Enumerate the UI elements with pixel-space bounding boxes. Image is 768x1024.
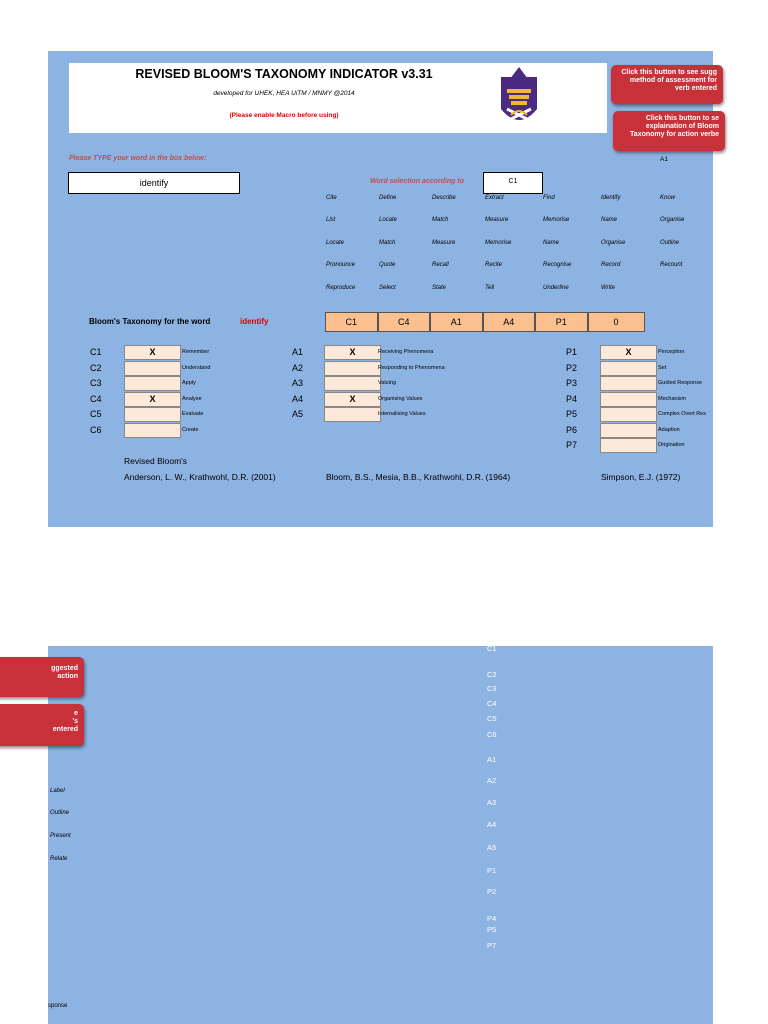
taxonomy-word: Identify <box>240 317 269 326</box>
uitm-logo-icon <box>497 63 541 133</box>
lower-explain-line-1: e <box>74 710 78 717</box>
psychomotor-code: P3 <box>566 378 578 388</box>
lower-code-label: C5 <box>487 714 497 723</box>
explain-line-2: explaination of Bloom <box>645 123 719 130</box>
word-option: Record <box>601 262 621 268</box>
word-selection-value[interactable]: C1 <box>483 172 543 194</box>
cognitive-code: C6 <box>90 424 102 435</box>
word-option: Measure <box>432 240 456 246</box>
lower-code-label: C4 <box>487 699 497 708</box>
word-option: Select <box>379 285 396 291</box>
lower-explain-line-3: entered <box>52 726 78 733</box>
lower-word: Label <box>50 788 65 794</box>
word-option: State <box>432 285 447 291</box>
affective-level-name: Organising Values <box>378 395 423 402</box>
taxonomy-results <box>325 312 645 332</box>
affective-check-cell[interactable] <box>324 361 381 376</box>
page-subtitle: developed for UHEK, HEA UiTM / MNMY @2014 <box>213 90 355 97</box>
lower-code-label: C3 <box>487 684 497 693</box>
affective-level-name: Internalising Values <box>378 411 426 417</box>
word-option: Locate <box>379 217 398 223</box>
cognitive-check-cell[interactable] <box>124 407 181 422</box>
cognitive-level-name: Analyse <box>182 395 202 402</box>
psychomotor-check-cell[interactable] <box>600 361 657 376</box>
word-option: List <box>326 217 336 223</box>
psychomotor-level-name: Complex Overt Res <box>658 411 706 417</box>
affective-ref: Bloom, B.S., Mesia, B.B., Krathwohl, D.R. (1964) <box>326 472 511 482</box>
taxonomy-label: Bloom's Taxonomy for the word <box>89 317 211 326</box>
page-title: REVISED BLOOM'S TAXONOMY INDICATOR v3.31 <box>135 67 433 81</box>
lower-suggest-button[interactable] <box>0 657 84 697</box>
affective-code: A1 <box>292 347 304 357</box>
cognitive-check-cell[interactable] <box>124 423 181 438</box>
word-option: Extract <box>485 195 504 201</box>
psychomotor-check-cell[interactable] <box>600 438 657 453</box>
psychomotor-code: P7 <box>566 440 578 450</box>
cognitive-ref: Anderson, L. W., Krathwohl, D.R. (2001) <box>124 472 276 482</box>
word-input[interactable] <box>68 172 240 194</box>
word-option: Measure <box>485 217 509 223</box>
lower-code-label: A5 <box>487 843 497 852</box>
cognitive-check-cell[interactable]: X <box>124 345 181 360</box>
affective-check-cell[interactable]: X <box>324 392 381 407</box>
word-selection-label: Word selection according to <box>370 178 464 185</box>
word-option: Memorise <box>485 240 512 246</box>
explain-line-1: Click this button to se <box>645 115 719 122</box>
psychomotor-check-cell[interactable]: X <box>600 345 657 360</box>
result-cell: P1 <box>535 312 588 332</box>
suggest-line-1: Click this button to see sugg <box>621 69 717 76</box>
result-cell: A4 <box>483 312 536 332</box>
result-cell: 0 <box>588 312 645 332</box>
cognitive-check-cell[interactable] <box>124 361 181 376</box>
cognitive-check-cell[interactable]: X <box>124 392 181 407</box>
affective-level-name: Receiving Phenomena <box>378 349 434 355</box>
word-option: Memorise <box>543 217 570 223</box>
affective-check-cell[interactable] <box>324 407 381 422</box>
lower-code-label: P2 <box>487 887 497 896</box>
word-option: Organise <box>601 240 626 246</box>
psychomotor-level-name: Adaption <box>658 426 680 433</box>
lower-word: Relate <box>50 856 68 862</box>
explain-line-3: Taxonomy for action verbe <box>630 131 719 138</box>
type-word-prompt: Please TYPE your word in the box below: <box>69 155 207 162</box>
lower-word: sponse <box>48 1003 68 1009</box>
lower-code-label: C2 <box>487 670 497 679</box>
cognitive-level-name: Understand <box>182 364 211 371</box>
psychomotor-level-name: Mechanism <box>658 395 687 402</box>
word-option: Cite <box>326 195 337 201</box>
suggest-assessment-button[interactable] <box>611 65 723 104</box>
word-option: Define <box>379 195 397 201</box>
affective-check-cell[interactable] <box>324 376 381 391</box>
affective-check-cell[interactable]: X <box>324 345 381 360</box>
psychomotor-ref: Simpson, E.J. (1972) <box>601 472 681 482</box>
lower-code-label: P7 <box>487 941 497 950</box>
cognitive-code: C4 <box>90 393 102 404</box>
psychomotor-level-name: Perception <box>658 349 685 355</box>
lower-code-label: A1 <box>487 755 497 764</box>
affective-code: A4 <box>292 393 304 404</box>
lower-code-label: C1 <box>487 644 497 653</box>
cognitive-code: C1 <box>90 347 102 357</box>
lower-word: Present <box>50 833 71 839</box>
cognitive-level-name: Evaluate <box>182 411 204 417</box>
psychomotor-check-cell[interactable] <box>600 392 657 407</box>
lower-code-label: P4 <box>487 914 497 923</box>
word-option: Locate <box>326 240 345 246</box>
word-option: Find <box>543 195 555 201</box>
word-option: Recall <box>432 262 449 268</box>
psychomotor-level-name: Set <box>658 364 667 371</box>
affective-code: A2 <box>292 362 304 373</box>
affective-code: A3 <box>292 378 304 388</box>
psychomotor-check-cell[interactable] <box>600 376 657 391</box>
lower-panel <box>48 646 713 1024</box>
lower-code-label: A4 <box>487 820 497 829</box>
psychomotor-code: P1 <box>566 347 578 357</box>
word-option: Write <box>601 285 615 291</box>
cognitive-ref-title: Revised Bloom's <box>124 456 188 466</box>
psychomotor-code: P5 <box>566 409 578 419</box>
word-option: Name <box>601 217 618 223</box>
result-cell: C4 <box>378 312 431 332</box>
psychomotor-level-name: Guided Response <box>658 380 703 386</box>
word-option: Recite <box>485 262 503 268</box>
top-right-label: A1 <box>660 156 668 163</box>
psychomotor-check-cell[interactable] <box>600 407 657 422</box>
result-cell: A1 <box>430 312 483 332</box>
lower-code-label: P1 <box>487 866 497 875</box>
word-option: Identify <box>601 195 621 201</box>
lower-code-label: P5 <box>487 925 497 934</box>
cognitive-code: C5 <box>90 409 102 419</box>
affective-code: A5 <box>292 409 304 419</box>
word-option: Recognise <box>543 262 572 268</box>
word-option: Tell <box>485 285 495 291</box>
lower-code-label: A3 <box>487 798 497 807</box>
word-option: Know <box>660 195 676 201</box>
lower-explain-line-2: 's <box>72 718 78 725</box>
psychomotor-level-name: Origination <box>658 442 685 448</box>
lower-suggest-line-2: action <box>57 673 78 680</box>
header-box <box>69 63 607 133</box>
word-option: Pronounce <box>326 262 356 268</box>
result-cell: C1 <box>325 312 378 332</box>
cognitive-code: C2 <box>90 362 102 373</box>
lower-explain-button[interactable] <box>0 704 84 746</box>
lower-code-label: A2 <box>487 776 497 785</box>
word-option: Quote <box>379 262 396 268</box>
word-option: Name <box>543 240 560 246</box>
cognitive-level-name: Create <box>182 426 199 433</box>
cognitive-check-cell[interactable] <box>124 376 181 391</box>
word-option: Underline <box>543 285 569 291</box>
suggest-line-3: verb entered <box>674 85 717 92</box>
cognitive-code: C3 <box>90 378 102 388</box>
word-option: Organise <box>660 217 685 223</box>
lower-suggest-line-1: ggested <box>51 665 78 672</box>
word-option: Match <box>432 217 449 223</box>
psychomotor-check-cell[interactable] <box>600 423 657 438</box>
affective-level-name: Valuing <box>378 380 396 386</box>
affective-level-name: Responding to Phenomena <box>378 364 445 371</box>
word-option: Describe <box>432 195 456 201</box>
psychomotor-code: P2 <box>566 362 578 373</box>
word-option: Match <box>379 240 396 246</box>
lower-code-label: C6 <box>487 730 497 739</box>
suggest-line-2: method of assessment for <box>629 77 717 84</box>
explain-taxonomy-button[interactable] <box>613 111 725 151</box>
word-option: Reproduce <box>326 285 356 291</box>
word-option: Recount <box>660 262 683 268</box>
cognitive-level-name: Remember <box>182 349 210 355</box>
macro-warning: (Please enable Macro before using) <box>229 112 339 119</box>
lower-word: Outline <box>50 810 70 816</box>
word-option: Outline <box>660 240 680 246</box>
psychomotor-code: P6 <box>566 424 578 435</box>
psychomotor-code: P4 <box>566 393 578 404</box>
cognitive-level-name: Apply <box>182 380 196 386</box>
